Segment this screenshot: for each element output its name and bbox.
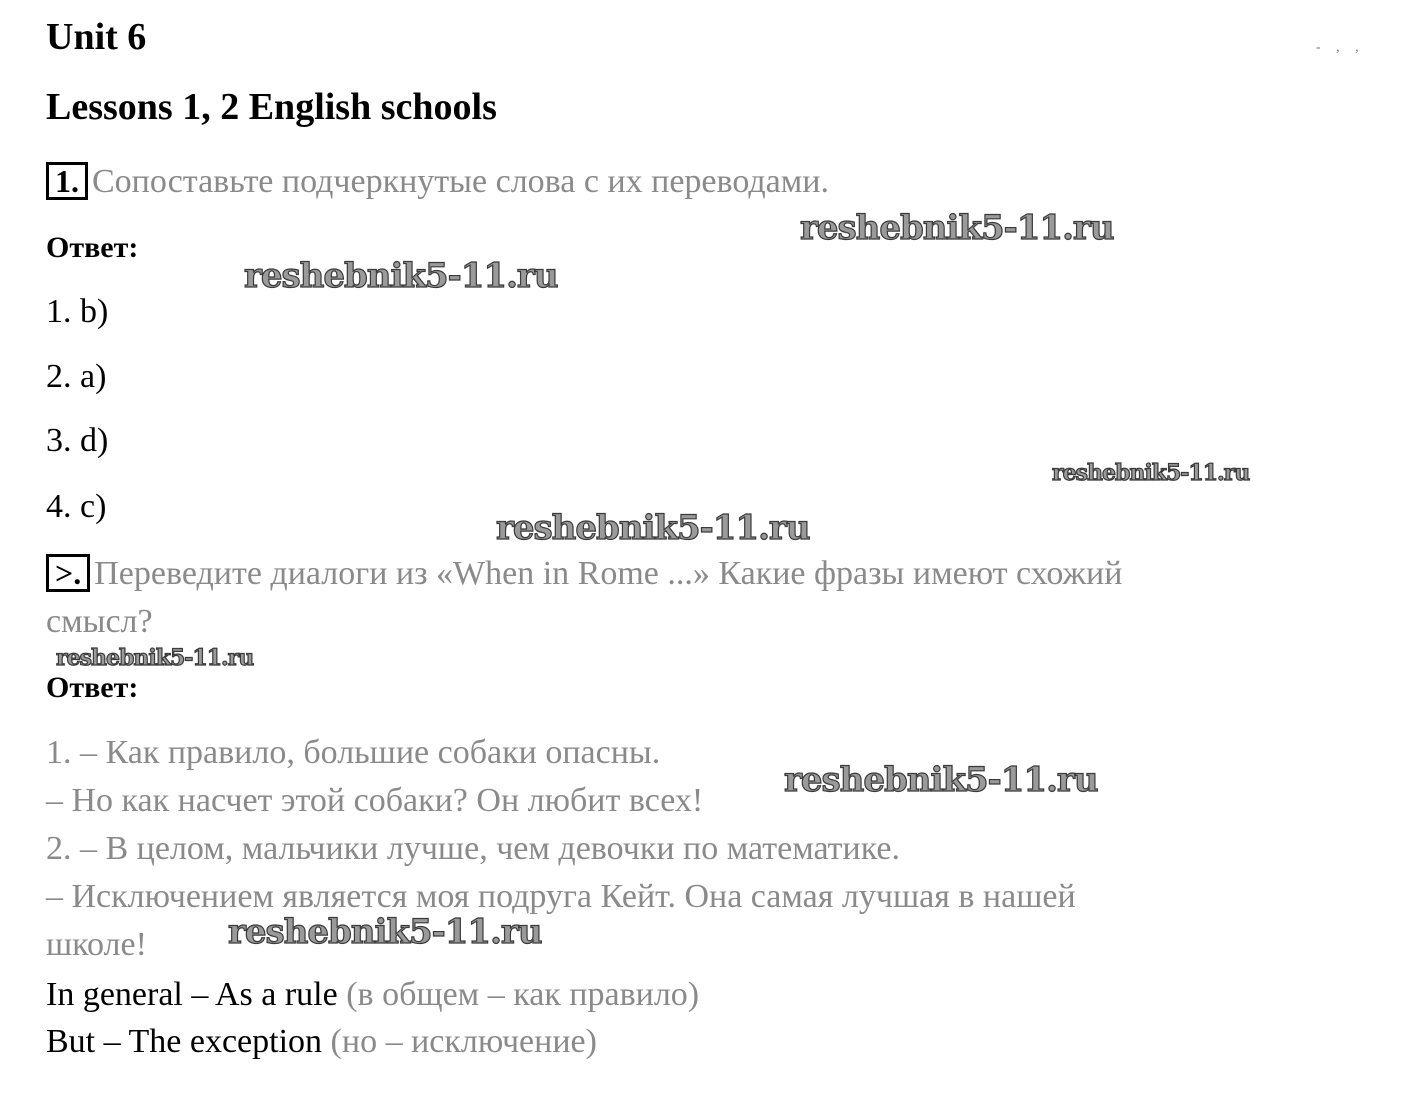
task-2-answer-label: Ответ: [46, 671, 139, 704]
phrase-translation: (но – исключение) [330, 1023, 597, 1060]
task-2-text-line2: смысл? [46, 603, 153, 640]
task-2-number: >. [46, 554, 90, 592]
phrase-translation: (в общем – как правило) [346, 976, 700, 1013]
watermark: reshebnik5-11.ru [800, 208, 1114, 248]
task-1-answer-label: Ответ: [46, 231, 139, 264]
task-2-text-line1: Переведите диалоги из «When in Rome ...» Какие фразы имеют схожий [94, 555, 1123, 592]
answer-item: 2. a) [46, 358, 107, 395]
dialogue-line: – Исключением является моя подруга Кейт. Она самая лучшая в нашей [46, 878, 1076, 915]
phrase-english: In general – As a rule [46, 976, 338, 1013]
watermark: reshebnik5-11.ru [1052, 460, 1250, 486]
task-1-text: Сопоставьте подчеркнутые слова с их переводами. [92, 163, 829, 200]
phrase-pair [46, 975, 699, 1015]
dialogue-line: – Но как насчет этой собаки? Он любит всех! [46, 782, 704, 819]
watermark: reshebnik5-11.ru [496, 508, 810, 548]
watermark: reshebnik5-11.ru [244, 256, 558, 296]
phrase-english: But – The exception [46, 1023, 323, 1060]
watermark: reshebnik5-11.ru [228, 912, 542, 952]
page-corner-mark: - , , [1316, 40, 1365, 55]
dialogue-line: школе! [46, 926, 147, 963]
lesson-title: Lessons 1, 2 English schools [46, 86, 497, 128]
phrase-pair [46, 1022, 597, 1062]
dialogue-line: 2. – В целом, мальчики лучше, чем девочки по математике. [46, 830, 901, 867]
answer-item: 3. d) [46, 422, 109, 459]
unit-title: Unit 6 [46, 16, 147, 58]
watermark: reshebnik5-11.ru [784, 760, 1098, 800]
task-1 [46, 162, 829, 202]
answer-item: 1. b) [46, 293, 109, 330]
task-1-number: 1. [46, 162, 88, 200]
watermark: reshebnik5-11.ru [56, 645, 254, 671]
answer-item: 4. c) [46, 488, 107, 525]
task-2 [46, 554, 1122, 594]
dialogue-line: 1. – Как правило, большие собаки опасны. [46, 734, 661, 771]
